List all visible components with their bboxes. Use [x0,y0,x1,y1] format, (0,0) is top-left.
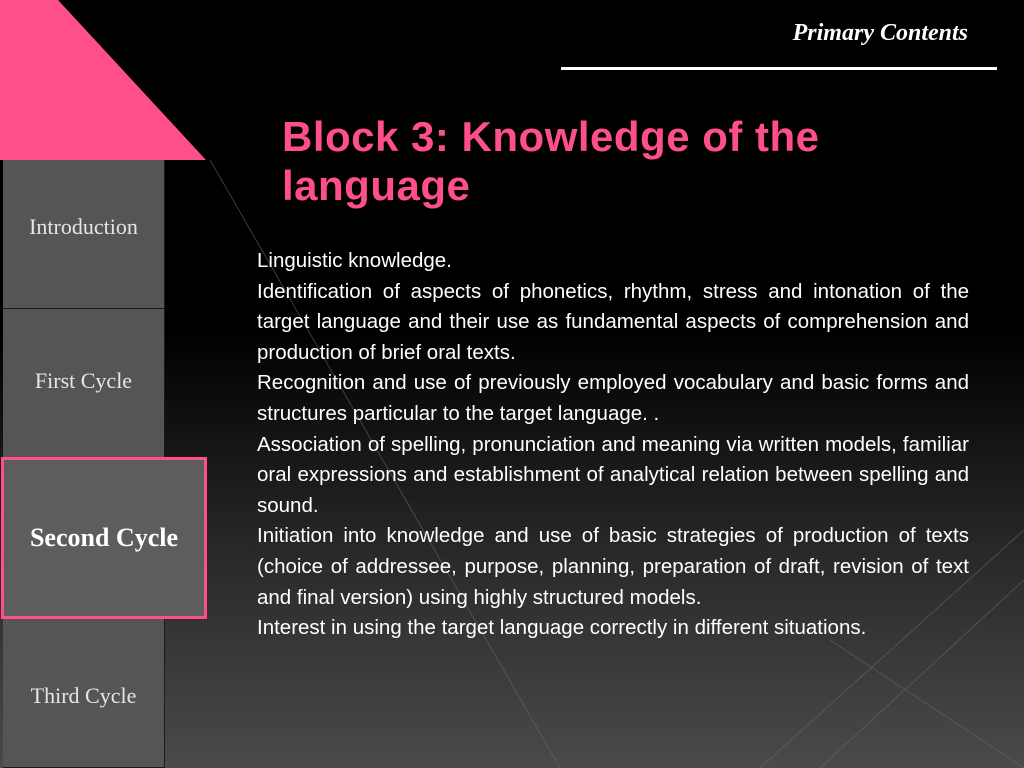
nav-item-label: First Cycle [34,368,133,393]
nav-item-introduction[interactable] [3,160,165,309]
section-header-title: Primary Contents [792,20,968,46]
nav-item-label: Third Cycle [30,683,137,708]
section-navigation [0,160,210,768]
content-paragraph: Identification of aspects of phonetics, rhythm, stress and intonation of the target language and their use as fundamental aspects of comprehension and production of brief oral texts. [257,279,969,364]
content-body [257,246,969,644]
content-paragraph: Interest in using the target language correctly in different situations. [257,616,867,640]
content-paragraph: Initiation into knowledge and use of basic strategies of production of texts (choice of addressee, purpose, planning, preparation of draft, revision of text and final version) using highly structured models. [257,524,969,609]
nav-item-third-cycle[interactable] [3,619,165,768]
nav-item-label: Introduction [29,214,138,239]
header-divider [561,67,997,70]
slide-title: Block 3: Knowledge of the language [282,113,820,209]
content-paragraph: Recognition and use of previously employed vocabulary and basic forms and structures particular to the target language. . [257,371,969,425]
content-paragraph: Association of spelling, pronunciation and meaning via written models, familiar oral expressions and establishment of analytical relation between spelling and sound. [257,432,969,517]
nav-item-second-cycle[interactable] [1,457,207,619]
corner-accent-triangle [0,0,210,160]
content-paragraph: Linguistic knowledge. [257,249,452,272]
nav-item-label: Second Cycle [29,523,179,552]
nav-item-first-cycle[interactable] [3,309,165,458]
